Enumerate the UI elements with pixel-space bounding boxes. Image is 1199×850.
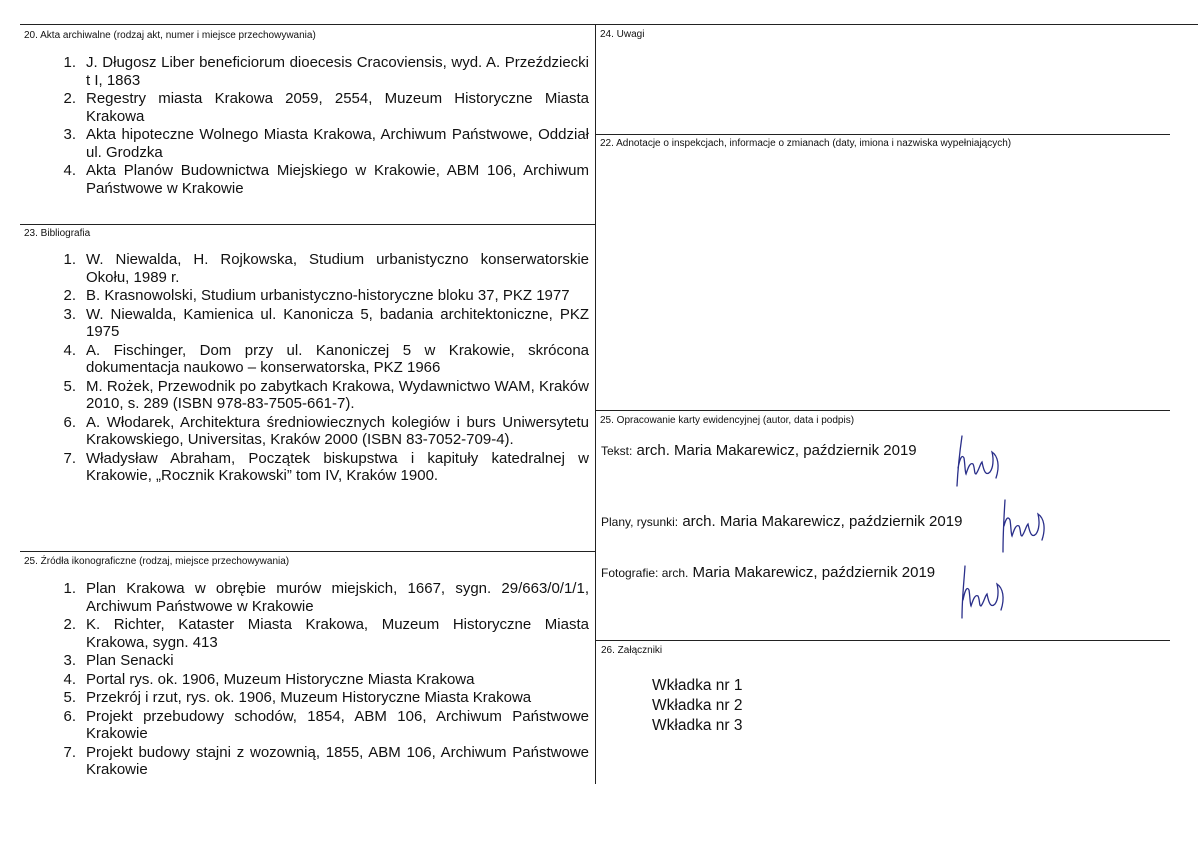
list-item: 6. A. Włodarek, Architektura średniowiecznych kolegiów i burs Uniwersytetu Krakowskiego, Universitas, Kraków 2000 (ISBN 83-7052-709-4). bbox=[63, 413, 589, 448]
bibliography-header: 23. Bibliografia bbox=[24, 228, 91, 239]
rule-left-iconographic bbox=[20, 551, 595, 552]
iconographic-list bbox=[58, 580, 589, 780]
card-header: 25. Opracowanie karty ewidencyjnej (autor, data i podpis) bbox=[600, 415, 855, 426]
list-item: Wkładka nr 1 bbox=[652, 677, 743, 694]
list-item: 7. Władysław Abraham, Początek biskupstwa i kapituły katedralnej w Krakowie, „Rocznik Krakowski” tom IV, Kraków 1900. bbox=[63, 449, 589, 484]
bibliography-list bbox=[58, 251, 589, 486]
list-item: 1. W. Niewalda, H. Rojkowska, Studium urbanistyczno konserwatorskie Okołu, 1989 r. bbox=[63, 251, 589, 286]
top-rule bbox=[20, 24, 1198, 25]
annotations-header: 22. Adnotacje o inspekcjach, informacje o zmianach (daty, imiona i nazwiska wypełniających) bbox=[600, 138, 1012, 149]
card-row-plans: Plany, rysunki: arch. Maria Makarewicz, październik 2019 bbox=[601, 513, 963, 530]
list-item: 4. Portal rys. ok. 1906, Muzeum Historyczne Miasta Krakowa bbox=[63, 670, 475, 688]
list-item: 7. Projekt budowy stajni z wozownią, 1855, ABM 106, Archiwum Państwowe Krakowie bbox=[63, 743, 589, 778]
rule-right-attachments bbox=[595, 640, 1170, 641]
list-item: 3. Akta hipoteczne Wolnego Miasta Krakowa, Archiwum Państwowe, Oddział ul. Grodzka bbox=[63, 126, 589, 161]
list-item: 4. Akta Planów Budownictwa Miejskiego w Krakowie, ABM 106, Archiwum Państwowe w Krakowie bbox=[63, 162, 589, 197]
list-item: Wkładka nr 3 bbox=[652, 717, 743, 734]
rule-right-card bbox=[595, 410, 1170, 411]
list-item: 1. Plan Krakowa w obrębie murów miejskich, 1667, sygn. 29/663/0/1/1, Archiwum Państwowe w Krakowie bbox=[63, 580, 589, 615]
list-item: 2. K. Richter, Kataster Miasta Krakowa, Muzeum Historyczne Miasta Krakowa, sygn. 413 bbox=[63, 616, 589, 651]
list-item: 1. J. Długosz Liber beneficiorum dioecesis Cracoviensis, wyd. A. Przeździecki t I, 1863 bbox=[63, 54, 589, 89]
signature-plans bbox=[995, 496, 1050, 556]
list-item: 2. Regestry miasta Krakowa 2059, 2554, Muzeum Historyczne Miasta Krakowa bbox=[63, 90, 589, 125]
signature-photos bbox=[952, 562, 1012, 622]
list-item: 3. Plan Senacki bbox=[63, 652, 174, 669]
rule-left-bibliography bbox=[20, 224, 595, 225]
card-row-photos: Fotografie: arch. Maria Makarewicz, październik 2019 bbox=[601, 564, 936, 581]
archival-header: 20. Akta archiwalne (rodzaj akt, numer i miejsce przechowywania) bbox=[24, 30, 316, 41]
iconographic-header: 25. Źródła ikonograficzne (rodzaj, miejsce przechowywania) bbox=[24, 556, 290, 567]
list-item: 3. W. Niewalda, Kamienica ul. Kanonicza 5, badania architektoniczne, PKZ 1975 bbox=[63, 305, 589, 340]
rule-right-annotations bbox=[595, 134, 1170, 135]
card-row-text: Tekst: arch. Maria Makarewicz, październik 2019 bbox=[601, 442, 917, 459]
signature-text bbox=[948, 428, 1008, 490]
list-item: 2. B. Krasnowolski, Studium urbanistyczno-historyczne bloku 37, PKZ 1977 bbox=[63, 287, 570, 304]
attachments-list bbox=[652, 676, 742, 736]
remarks-header: 24. Uwagi bbox=[600, 29, 645, 40]
list-item: 4. A. Fischinger, Dom przy ul. Kanoniczej 5 w Krakowie, skrócona dokumentacja naukowo – konserwatorska, PKZ 1966 bbox=[63, 341, 589, 376]
archival-list bbox=[58, 54, 589, 198]
list-item: 5. Przekrój i rzut, rys. ok. 1906, Muzeum Historyczne Miasta Krakowa bbox=[63, 689, 532, 706]
list-item: Wkładka nr 2 bbox=[652, 697, 743, 714]
column-divider bbox=[595, 24, 596, 784]
list-item: 6. Projekt przebudowy schodów, 1854, ABM 106, Archiwum Państwowe Krakowie bbox=[63, 707, 589, 742]
attachments-header: 26. Załączniki bbox=[601, 645, 663, 656]
list-item: 5. M. Rożek, Przewodnik po zabytkach Krakowa, Wydawnictwo WAM, Kraków 2010, s. 289 (ISBN 978-83-7505-661-7). bbox=[63, 377, 589, 412]
